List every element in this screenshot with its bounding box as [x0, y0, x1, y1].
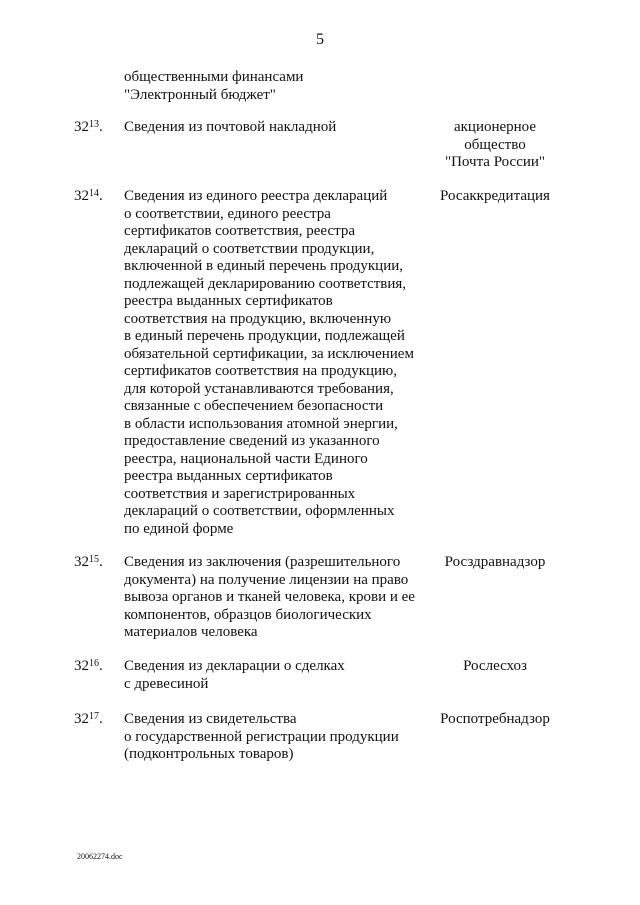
entry-number-superscript: 13: [89, 119, 99, 130]
org-line: акционерное: [453, 119, 537, 135]
entry-description: [124, 658, 345, 693]
text-line: соответствия на продукцию, включенную: [124, 310, 392, 327]
entry-number-base: 32: [74, 711, 89, 727]
org-line: Рослесхоз: [463, 658, 527, 674]
org-line: Росаккредитация: [440, 188, 550, 204]
entry-organization: [410, 711, 580, 729]
org-line: "Почта России": [444, 154, 546, 170]
entry-number-superscript: 17: [89, 711, 99, 722]
text-line: Сведения из почтовой накладной: [124, 119, 337, 135]
entry-organization: [410, 188, 580, 206]
text-line: Сведения из декларации о сделках: [124, 658, 345, 674]
text-line: сертификатов соответствия, реестра: [124, 223, 356, 239]
text-line: предоставление сведений из указанного: [124, 433, 380, 449]
text-line: соответствия и зарегистрированных: [124, 485, 356, 502]
entry-number-base: 32: [74, 554, 89, 570]
entry-description: [124, 711, 399, 764]
text-line: Сведения из единого реестра деклараций: [124, 188, 388, 204]
text-line: сертификатов соответствия на продукцию,: [124, 363, 397, 379]
entry-description: [124, 188, 414, 538]
text-line: деклараций о соответствии, оформленных: [124, 503, 395, 519]
text-line: реестра выданных сертификатов: [124, 293, 333, 309]
entry-number-superscript: 16: [89, 658, 99, 669]
text-line: включенной в единый перечень продукции,: [124, 258, 403, 274]
text-line: для которой устанавливаются требования,: [124, 380, 394, 397]
entry-description: [124, 554, 415, 642]
entry-number: $32^{17}$.: [74, 711, 103, 727]
text-line: в единый перечень продукции, подлежащей: [124, 328, 405, 344]
text-line: общественными финансами: [124, 69, 304, 85]
text-line: связанные с обеспечением безопасности: [124, 398, 384, 414]
text-line: подлежащей декларированию соответствия,: [124, 275, 407, 292]
text-line: с древесиной: [124, 675, 209, 692]
entry-organization: [410, 554, 580, 572]
org-line: Росздравнадзор: [444, 554, 546, 570]
text-line: документа) на получение лицензии на право: [124, 571, 409, 588]
footer-filename: 20062274.doc: [77, 852, 123, 861]
text-line: реестра, национальной части Единого: [124, 450, 368, 467]
text-line: реестра выданных сертификатов: [124, 468, 333, 484]
text-line: по единой форме: [124, 520, 234, 537]
org-line: Роспотребнадзор: [440, 711, 550, 727]
continuation-text: [124, 69, 303, 104]
entry-number: $32^{15}$.: [74, 554, 103, 570]
entry-organization: [410, 119, 580, 172]
text-line: о государственной регистрации продукции: [124, 728, 399, 745]
entry-number: $32^{14}$.: [74, 188, 103, 204]
entry-number-base: 32: [74, 119, 89, 135]
text-line: в области использования атомной энергии,: [124, 415, 398, 432]
entry-number-superscript: 14: [89, 188, 99, 199]
text-line: вывоза органов и тканей человека, крови и ее: [124, 589, 415, 605]
text-line: "Электронный бюджет": [124, 86, 276, 103]
text-line: обязательной сертификации, за исключением: [124, 345, 414, 362]
text-line: (подконтрольных товаров): [124, 746, 294, 762]
text-line: Сведения из свидетельства: [124, 711, 297, 727]
entry-number: $32^{13}$.: [74, 119, 103, 135]
entry-description: [124, 119, 336, 137]
text-line: материалов человека: [124, 624, 258, 640]
entry-number-superscript: 15: [89, 554, 99, 565]
entry-number-base: 32: [74, 188, 89, 204]
text-line: компонентов, образцов биологических: [124, 606, 372, 623]
page-number: 5: [316, 31, 324, 48]
text-line: деклараций о соответствии продукции,: [124, 240, 375, 257]
text-line: Сведения из заключения (разрешительного: [124, 554, 401, 570]
text-line: о соответствии, единого реестра: [124, 205, 331, 222]
org-line: общество: [464, 136, 526, 153]
entry-number-base: 32: [74, 658, 89, 674]
entry-number: $32^{16}$.: [74, 658, 103, 674]
entry-organization: [410, 658, 580, 676]
